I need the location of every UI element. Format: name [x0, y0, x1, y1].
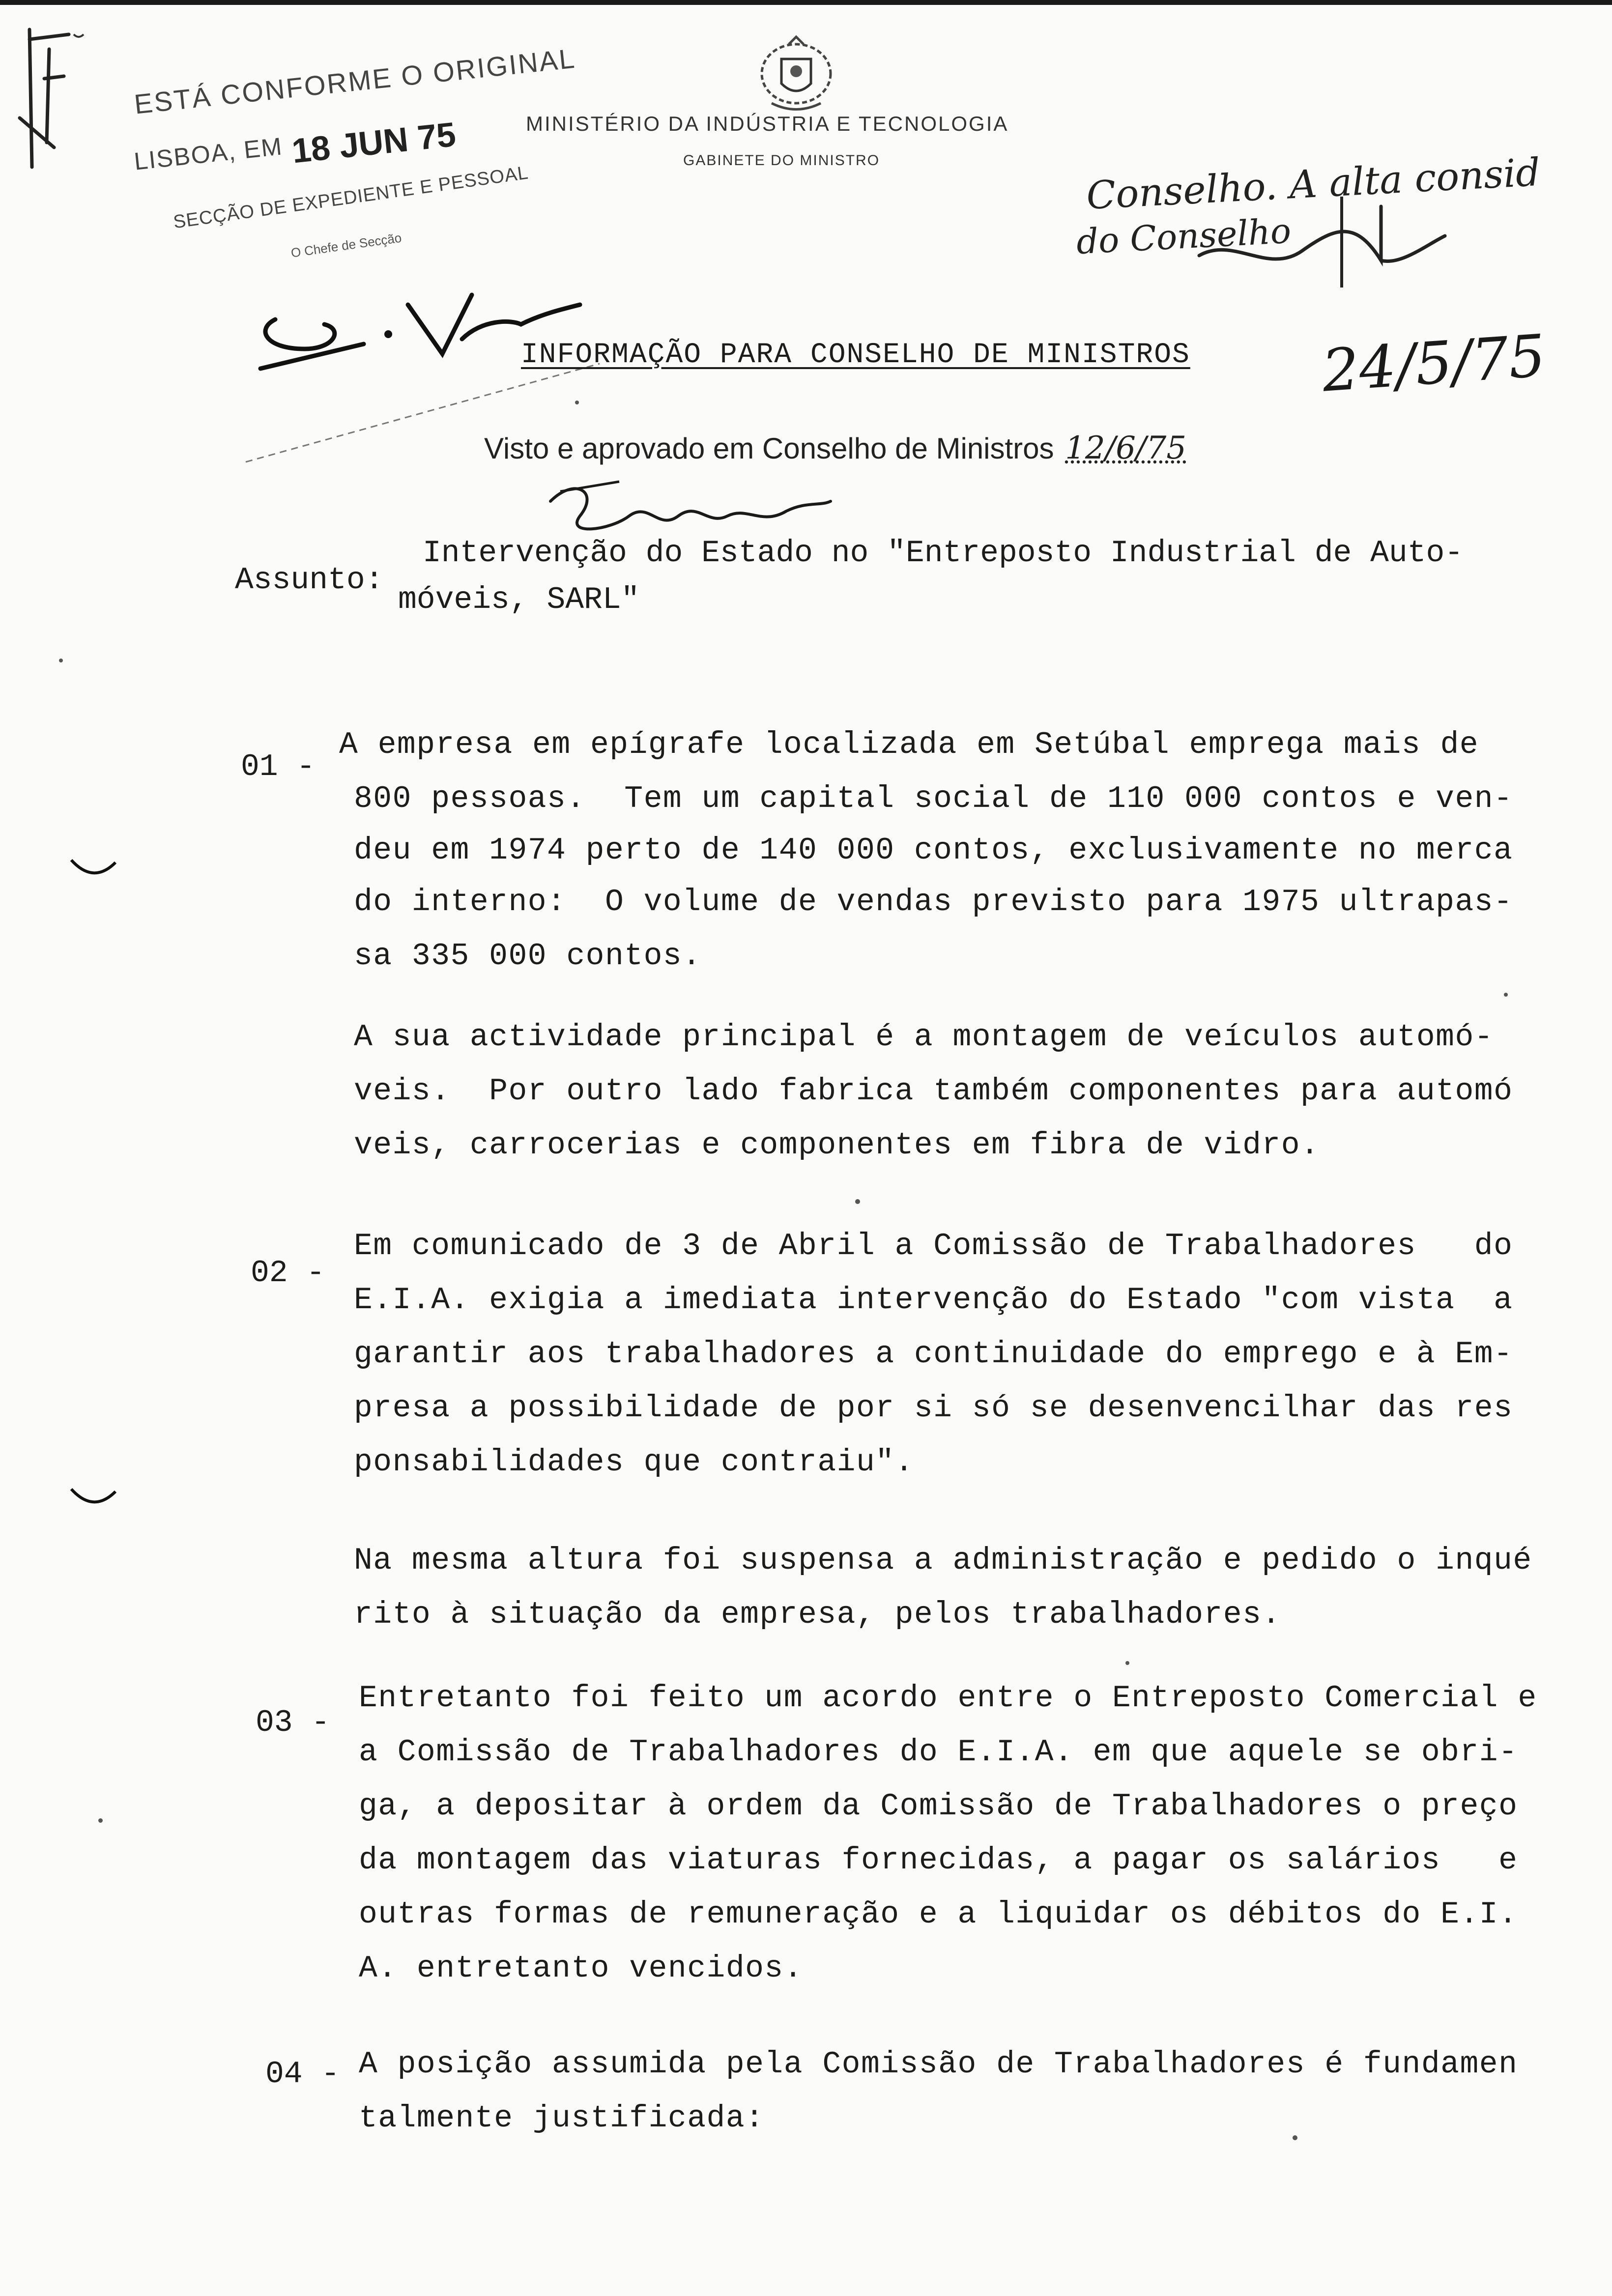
section-04-line-1: A posição assumida pela Comissão de Trabalhadores é fundamen	[359, 2047, 1518, 2082]
section-01b-line-2: veis. Por outro lado fabrica também componentes para automó	[354, 1074, 1513, 1109]
approval-date: 12/6/75	[1065, 430, 1186, 466]
scan-speck	[575, 401, 579, 404]
section-01-line-3: deu em 1974 perto de 140 000 contos, exclusivamente no merca	[354, 833, 1513, 868]
section-03-line-5: outras formas de remuneração e a liquidar os débitos do E.I.	[359, 1897, 1518, 1932]
section-01-line-2: 800 pessoas. Tem um capital social de 110 000 contos e ven-	[354, 781, 1513, 816]
section-02-line-2: E.I.A. exigia a imediata intervenção do Estado "com vista a	[354, 1283, 1513, 1318]
cabinet-name: GABINETE DO MINISTRO	[683, 152, 880, 169]
stamp-date: 18 JUN 75	[290, 115, 458, 171]
handwritten-note-line-1: Conselho. A alta consid	[1085, 150, 1542, 219]
stamp-line-3: SECÇÃO DE EXPEDIENTE E PESSOAL	[172, 162, 530, 233]
section-number-01: 01 -	[241, 749, 316, 784]
section-number-04: 04 -	[265, 2057, 340, 2092]
handwritten-note-top-right	[1075, 150, 1597, 290]
section-03-line-6: A. entretanto vencidos.	[359, 1951, 804, 1986]
section-number-03: 03 -	[256, 1705, 330, 1740]
ministry-name: MINISTÉRIO DA INDÚSTRIA E TECNOLOGIA	[526, 112, 1009, 135]
approval-statement	[484, 430, 1186, 466]
section-number-02: 02 -	[251, 1256, 325, 1291]
subject-label: Assunto:	[235, 563, 384, 598]
scan-speck	[855, 1199, 860, 1204]
handwritten-date: 24/5/75	[1320, 321, 1548, 405]
document-title: INFORMAÇÃO PARA CONSELHO DE MINISTROS	[521, 339, 1190, 371]
section-03-line-3: ga, a depositar à ordem da Comissão de Trabalhadores o preço	[359, 1789, 1518, 1824]
section-03-line-2: a Comissão de Trabalhadores do E.I.A. em que aquele se obri-	[359, 1735, 1518, 1770]
section-01-line-1: A empresa em epígrafe localizada em Setúbal emprega mais de	[339, 727, 1479, 762]
coat-of-arms-emblem	[742, 29, 850, 118]
scan-speck	[59, 659, 63, 662]
section-02-line-4: presa a possibilidade de por si só se desenvencilhar das res	[354, 1391, 1513, 1426]
subject-line-1: Intervenção do Estado no "Entreposto Industrial de Auto-	[423, 536, 1464, 571]
scan-speck	[1504, 993, 1508, 997]
section-02-line-1: Em comunicado de 3 de Abril a Comissão de Trabalhadores do	[354, 1229, 1513, 1263]
section-01b-line-3: veis, carrocerias e componentes em fibra de vidro.	[354, 1128, 1320, 1163]
handwritten-note-line-2: do Conselho	[1075, 210, 1292, 262]
section-03-line-4: da montagem das viaturas fornecidas, a pagar os salários e	[359, 1843, 1518, 1878]
punch-hole-mark-lower	[69, 1484, 118, 1514]
section-02-line-3: garantir aos trabalhadores a continuidade do emprego e à Em-	[354, 1337, 1513, 1372]
scan-speck	[1125, 1661, 1129, 1665]
stamp-line-1: ESTÁ CONFORME O ORIGINAL	[133, 42, 577, 120]
signature-scrawl-top	[1194, 177, 1450, 290]
conformity-stamp	[113, 29, 585, 285]
stamp-line-4: O Chefe de Secção	[290, 230, 403, 260]
section-02b-line-1: Na mesma altura foi suspensa a administração e pedido o inqué	[354, 1543, 1532, 1578]
scan-speck	[1293, 2135, 1297, 2140]
approval-label: Visto e aprovado em Conselho de Ministros	[484, 432, 1054, 465]
section-04-line-2: talmente justificada:	[359, 2101, 765, 2136]
section-02-line-5: ponsabilidades que contraiu".	[354, 1445, 914, 1480]
stamp-line-2: LISBOA, EM	[133, 132, 284, 175]
section-01b-line-1: A sua actividade principal é a montagem de veículos automó-	[354, 1020, 1494, 1055]
scan-speck	[98, 1818, 103, 1823]
section-02b-line-2: rito à situação da empresa, pelos trabalhadores.	[354, 1597, 1281, 1632]
subject-line-2: móveis, SARL"	[398, 582, 640, 617]
section-01-line-4: do interno: O volume de vendas previsto para 1975 ultrapas-	[354, 885, 1513, 919]
section-03-line-1: Entretanto foi feito um acordo entre o Entreposto Comercial e	[359, 1681, 1537, 1716]
corner-scribble-mark	[10, 20, 88, 182]
punch-hole-mark-upper	[69, 855, 118, 885]
section-01-line-5: sa 335 000 contos.	[354, 939, 702, 974]
top-scan-edge	[0, 0, 1612, 5]
